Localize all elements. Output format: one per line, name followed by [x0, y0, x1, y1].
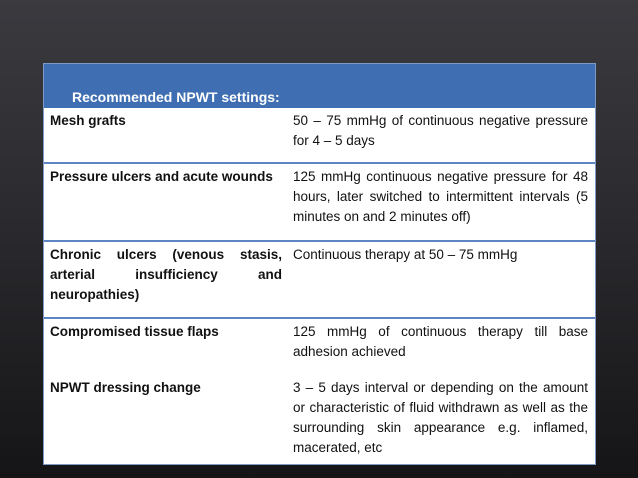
table-title: Recommended NPWT settings:: [72, 89, 280, 105]
npwt-settings-table: [43, 63, 596, 465]
row-value: 125 mmHg continuous negative pressure for 48 hours, later switched to intermittent intervals (5 minutes on and 2 minutes off): [293, 169, 588, 224]
row-value: Continuous therapy at 50 – 75 mmHg: [293, 247, 518, 262]
row-label: Compromised tissue flaps: [50, 324, 219, 339]
table-row: [44, 375, 595, 464]
row-label: Chronic ulcers (venous stasis, arterial insufficiency and neuropathies): [50, 247, 282, 302]
table-row: [44, 242, 595, 319]
row-label: NPWT dressing change: [50, 380, 201, 395]
table-row: [44, 164, 595, 242]
row-value: 125 mmHg of continuous therapy till base adhesion achieved: [293, 324, 588, 359]
row-value: 50 – 75 mmHg of continuous negative pressure for 4 – 5 days: [293, 113, 588, 148]
table-header: [44, 64, 595, 108]
table-row: [44, 319, 595, 379]
row-value: 3 – 5 days interval or depending on the amount or characteristic of fluid withdrawn as well as the surrounding skin appearance e.g. inflamed, macerated, etc: [293, 380, 588, 455]
row-label: Pressure ulcers and acute wounds: [50, 169, 273, 184]
table-row: [44, 108, 595, 164]
row-label: Mesh grafts: [50, 113, 126, 128]
